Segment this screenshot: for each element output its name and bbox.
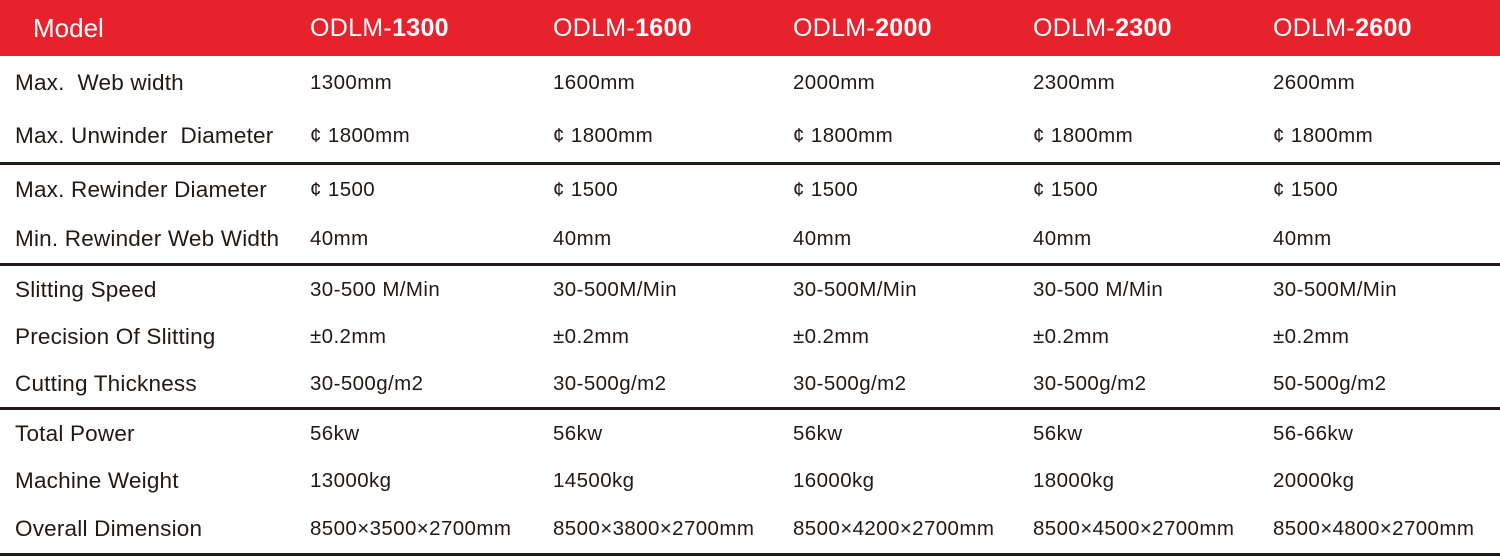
spec-row-machine-weight xyxy=(0,458,1500,506)
header-col-odlm-1300 xyxy=(310,14,553,43)
section-unwinder xyxy=(0,56,1500,165)
value-cell: 30-500g/m2 xyxy=(553,371,667,395)
header-col-odlm-2000 xyxy=(793,14,1033,43)
model-number: 1600 xyxy=(635,13,692,42)
value-cell: 1600mm xyxy=(553,70,636,94)
value-cell: 56-66kw xyxy=(1273,421,1354,445)
row-label: Slitting Speed xyxy=(15,276,157,302)
spec-row-slitting-speed xyxy=(0,266,1500,313)
value-cell: 20000kg xyxy=(1273,469,1355,493)
spec-row-total-power xyxy=(0,410,1500,458)
section-slitting xyxy=(0,266,1500,410)
header-col-odlm-2600 xyxy=(1273,14,1500,43)
spec-row-max-web-width xyxy=(0,56,1500,109)
value-cell: 8500×4800×2700mm xyxy=(1273,516,1475,540)
row-label: Max. Unwinder Diameter xyxy=(15,122,274,148)
header-col-odlm-2300 xyxy=(1033,14,1273,43)
value-cell: 8500×3800×2700mm xyxy=(553,516,755,540)
spec-row-min-rewinder-web-width xyxy=(0,214,1500,263)
model-number: 1300 xyxy=(392,13,449,42)
section-rewinder xyxy=(0,165,1500,266)
value-cell: 30-500g/m2 xyxy=(793,371,907,395)
header-model-label: Model xyxy=(33,12,104,43)
value-cell: 13000kg xyxy=(310,469,392,493)
row-label: Cutting Thickness xyxy=(15,370,197,396)
model-prefix: ODLM- xyxy=(1273,13,1356,42)
spec-row-overall-dimension xyxy=(0,505,1500,553)
value-cell: ¢ 1800mm xyxy=(310,123,411,147)
header-row xyxy=(0,0,1500,56)
model-prefix: ODLM- xyxy=(793,13,876,42)
row-label: Max. Web width xyxy=(15,69,184,95)
value-cell: 56kw xyxy=(793,421,843,445)
spec-row-precision-of-slitting xyxy=(0,313,1500,360)
header-col-odlm-1600 xyxy=(553,14,793,43)
value-cell: 1300mm xyxy=(310,70,393,94)
value-cell: 40mm xyxy=(310,226,369,250)
value-cell: ¢ 1800mm xyxy=(793,123,894,147)
value-cell: ¢ 1800mm xyxy=(1033,123,1134,147)
value-cell: 8500×3500×2700mm xyxy=(310,516,512,540)
value-cell: ±0.2mm xyxy=(553,324,630,348)
value-cell: ±0.2mm xyxy=(793,324,870,348)
value-cell: ¢ 1500 xyxy=(1033,177,1099,201)
value-cell: 30-500 M/Min xyxy=(310,277,441,301)
value-cell: 30-500g/m2 xyxy=(1033,371,1147,395)
value-cell: 56kw xyxy=(553,421,603,445)
section-machine xyxy=(0,410,1500,556)
value-cell: 2600mm xyxy=(1273,70,1356,94)
value-cell: 30-500g/m2 xyxy=(310,371,424,395)
value-cell: 30-500 M/Min xyxy=(1033,277,1164,301)
value-cell: ¢ 1800mm xyxy=(1273,123,1374,147)
value-cell: 30-500M/Min xyxy=(793,277,918,301)
spec-row-max-unwinder-diameter xyxy=(0,109,1500,162)
spec-row-max-rewinder-diameter xyxy=(0,165,1500,214)
model-prefix: ODLM- xyxy=(553,13,636,42)
row-label: Max. Rewinder Diameter xyxy=(15,176,267,202)
value-cell: ¢ 1500 xyxy=(1273,177,1339,201)
model-prefix: ODLM- xyxy=(310,13,393,42)
value-cell: 2300mm xyxy=(1033,70,1116,94)
row-label: Precision Of Slitting xyxy=(15,323,216,349)
value-cell: ±0.2mm xyxy=(1273,324,1350,348)
value-cell: 18000kg xyxy=(1033,469,1115,493)
value-cell: ¢ 1800mm xyxy=(553,123,654,147)
model-number: 2300 xyxy=(1115,13,1172,42)
model-number: 2000 xyxy=(875,13,932,42)
value-cell: ±0.2mm xyxy=(310,324,387,348)
value-cell: 40mm xyxy=(1273,226,1332,250)
value-cell: 56kw xyxy=(310,421,360,445)
value-cell: 40mm xyxy=(1033,226,1092,250)
row-label: Total Power xyxy=(15,420,135,446)
value-cell: 16000kg xyxy=(793,469,875,493)
value-cell: 8500×4200×2700mm xyxy=(793,516,995,540)
value-cell: 40mm xyxy=(793,226,852,250)
value-cell: 50-500g/m2 xyxy=(1273,371,1387,395)
model-prefix: ODLM- xyxy=(1033,13,1116,42)
value-cell: 40mm xyxy=(553,226,612,250)
value-cell: 8500×4500×2700mm xyxy=(1033,516,1235,540)
value-cell: ¢ 1500 xyxy=(553,177,619,201)
row-label: Min. Rewinder Web Width xyxy=(15,225,280,251)
value-cell: 56kw xyxy=(1033,421,1083,445)
value-cell: 14500kg xyxy=(553,469,635,493)
model-number: 2600 xyxy=(1355,13,1412,42)
value-cell: 30-500M/Min xyxy=(1273,277,1398,301)
spec-row-cutting-thickness xyxy=(0,360,1500,407)
row-label: Machine Weight xyxy=(15,468,179,494)
value-cell: ¢ 1500 xyxy=(310,177,376,201)
value-cell: 2000mm xyxy=(793,70,876,94)
row-label: Overall Dimension xyxy=(15,515,203,541)
value-cell: 30-500M/Min xyxy=(553,277,678,301)
value-cell: ¢ 1500 xyxy=(793,177,859,201)
value-cell: ±0.2mm xyxy=(1033,324,1110,348)
